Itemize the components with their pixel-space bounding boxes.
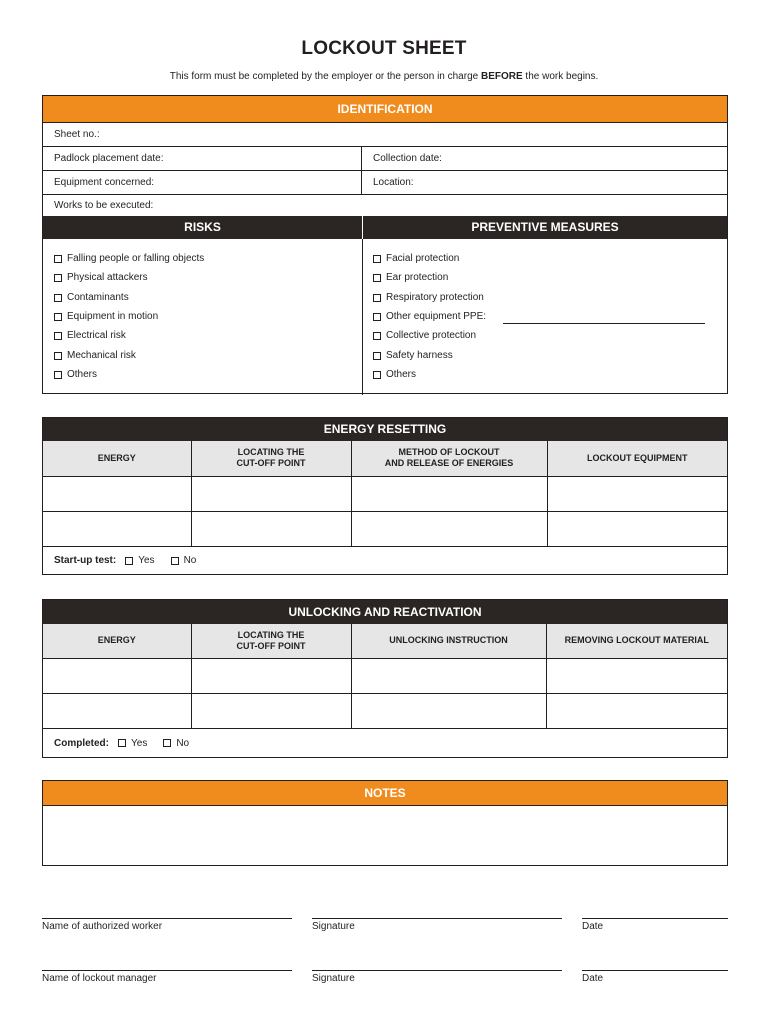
completed-no-option[interactable] xyxy=(163,738,189,749)
table-cell[interactable] xyxy=(351,693,546,728)
energy-resetting-section xyxy=(42,417,728,575)
col-unlocking-instruction: UNLOCKING INSTRUCTION xyxy=(351,624,546,658)
risk-item-label: Mechanical risk xyxy=(67,350,136,361)
col-cutoff-line2: CUT-OFF POINT xyxy=(236,640,306,651)
signature-label: Signature xyxy=(312,973,355,984)
risk-item-label: Equipment in motion xyxy=(67,311,159,322)
preventive-item[interactable] xyxy=(373,330,476,341)
table-cell[interactable] xyxy=(351,658,546,693)
preventive-item-label: Collective protection xyxy=(386,330,477,341)
checkbox[interactable] xyxy=(373,371,381,379)
location-label: Location: xyxy=(373,177,414,188)
collection-date-label: Collection date: xyxy=(373,153,442,164)
works-row xyxy=(43,194,727,216)
col-cutoff-line1: LOCATING THE xyxy=(237,447,305,458)
dates-row xyxy=(43,146,727,170)
signature-line[interactable] xyxy=(312,970,562,971)
col-energy: ENERGY xyxy=(43,441,191,476)
lockout-manager-label: Name of lockout manager xyxy=(42,973,157,984)
table-cell[interactable] xyxy=(191,658,351,693)
preventive-item[interactable] xyxy=(373,350,453,361)
signature-line[interactable] xyxy=(42,918,292,919)
checkbox[interactable] xyxy=(118,739,126,747)
checkbox[interactable] xyxy=(373,255,381,263)
risks-body xyxy=(43,239,727,395)
page-subtitle xyxy=(0,71,768,82)
checkbox[interactable] xyxy=(373,274,381,282)
collection-date-field[interactable] xyxy=(362,147,442,170)
preventive-item-label: Others xyxy=(386,369,417,380)
identification-header: IDENTIFICATION xyxy=(43,96,727,122)
date-label: Date xyxy=(582,973,604,984)
risk-item-label: Contaminants xyxy=(67,292,129,303)
table-header-row xyxy=(43,624,727,658)
subtitle-bold: BEFORE xyxy=(480,71,523,82)
yes-label: Yes xyxy=(131,737,148,749)
unlocking-header: UNLOCKING AND REACTIVATION xyxy=(43,600,727,624)
sheet-no-field[interactable] xyxy=(43,123,727,146)
col-method-line2: AND RELEASE OF ENERGIES xyxy=(384,458,514,469)
checkbox[interactable] xyxy=(125,557,133,565)
signature-line[interactable] xyxy=(312,918,562,919)
energy-resetting-table xyxy=(43,441,727,547)
padlock-date-field[interactable] xyxy=(43,147,362,170)
col-cutoff xyxy=(191,441,351,476)
checkbox[interactable] xyxy=(171,557,179,565)
notes-area[interactable] xyxy=(43,805,727,866)
risk-item-label: Falling people or falling objects xyxy=(67,253,205,264)
unlocking-table xyxy=(43,624,727,729)
works-field[interactable] xyxy=(43,195,727,216)
col-energy: ENERGY xyxy=(43,624,191,658)
checkbox[interactable] xyxy=(373,332,381,340)
equipment-label: Equipment concerned: xyxy=(54,177,155,188)
table-cell[interactable] xyxy=(547,476,727,511)
padlock-date-label: Padlock placement date: xyxy=(54,153,164,164)
startup-test-label: Start-up test: xyxy=(54,555,117,566)
preventive-item-label: Safety harness xyxy=(386,350,453,361)
table-cell[interactable] xyxy=(43,476,191,511)
no-label: No xyxy=(176,737,190,749)
checkbox[interactable] xyxy=(373,352,381,360)
col-cutoff-line2: CUT-OFF POINT xyxy=(236,458,306,469)
table-cell[interactable] xyxy=(191,511,351,546)
checkbox[interactable] xyxy=(54,371,62,379)
completed-label: Completed: xyxy=(54,737,109,749)
subtitle-text-2: the work begins. xyxy=(522,71,599,82)
sheet-no-label: Sheet no.: xyxy=(54,129,100,140)
works-label: Works to be executed: xyxy=(54,200,154,211)
col-removing-material: REMOVING LOCKOUT MATERIAL xyxy=(546,624,727,658)
identification-section xyxy=(42,95,728,394)
energy-resetting-header: ENERGY RESETTING xyxy=(43,418,727,441)
table-row xyxy=(43,658,727,693)
notes-section xyxy=(42,780,728,866)
checkbox[interactable] xyxy=(163,739,171,747)
table-cell[interactable] xyxy=(43,511,191,546)
risks-header-row xyxy=(43,216,727,239)
location-field[interactable] xyxy=(362,171,414,194)
startup-no-option[interactable] xyxy=(171,555,197,566)
no-label: No xyxy=(183,555,197,566)
preventive-item-label: Facial protection xyxy=(386,253,460,264)
col-cutoff-line1: LOCATING THE xyxy=(237,629,305,640)
unlocking-section xyxy=(42,599,728,758)
other-ppe-line[interactable] xyxy=(503,323,705,324)
notes-header: NOTES xyxy=(43,781,727,805)
preventive-item-label: Respiratory protection xyxy=(386,292,484,303)
table-row xyxy=(43,693,727,728)
signature-line[interactable] xyxy=(42,970,292,971)
equipment-row xyxy=(43,170,727,194)
table-row xyxy=(43,476,727,511)
risk-item[interactable] xyxy=(54,253,204,264)
signature-label: Signature xyxy=(312,921,355,932)
preventive-item[interactable] xyxy=(373,369,416,380)
table-cell[interactable] xyxy=(43,693,191,728)
table-cell[interactable] xyxy=(546,658,727,693)
risk-item-label: Others xyxy=(67,369,98,380)
preventive-item-label: Ear protection xyxy=(386,272,449,283)
checkbox[interactable] xyxy=(54,332,62,340)
table-cell[interactable] xyxy=(191,476,351,511)
page-title: LOCKOUT SHEET xyxy=(301,38,467,59)
risk-item[interactable] xyxy=(54,369,97,380)
checkbox[interactable] xyxy=(54,294,62,302)
risks-divider xyxy=(362,239,363,395)
col-cutoff xyxy=(191,624,351,658)
checkbox[interactable] xyxy=(54,274,62,282)
risks-header: RISKS xyxy=(43,216,362,239)
completed-row xyxy=(43,729,727,758)
col-equipment: LOCKOUT EQUIPMENT xyxy=(547,441,727,476)
preventive-item-label: Other equipment PPE: xyxy=(386,311,487,322)
signature-line[interactable] xyxy=(582,970,728,971)
startup-yes-option[interactable] xyxy=(125,555,154,566)
checkbox[interactable] xyxy=(373,313,381,321)
checkbox[interactable] xyxy=(54,352,62,360)
table-cell[interactable] xyxy=(547,511,727,546)
preventive-item[interactable] xyxy=(373,272,448,283)
table-header-row xyxy=(43,441,727,476)
table-cell[interactable] xyxy=(43,658,191,693)
risk-item-label: Electrical risk xyxy=(67,330,126,341)
preventive-item[interactable] xyxy=(373,292,484,303)
equipment-field[interactable] xyxy=(43,171,362,194)
risk-item[interactable] xyxy=(54,272,148,283)
completed-yes-option[interactable] xyxy=(118,738,147,749)
table-cell[interactable] xyxy=(546,693,727,728)
startup-test-row xyxy=(43,547,727,575)
table-cell[interactable] xyxy=(191,693,351,728)
col-method xyxy=(351,441,547,476)
checkbox[interactable] xyxy=(54,255,62,263)
date-label: Date xyxy=(582,921,604,932)
risk-item[interactable] xyxy=(54,330,126,341)
checkbox[interactable] xyxy=(373,294,381,302)
table-cell[interactable] xyxy=(351,511,547,546)
preventive-item[interactable] xyxy=(373,253,459,264)
risk-item[interactable] xyxy=(54,350,136,361)
col-method-line1: METHOD OF LOCKOUT xyxy=(398,447,500,458)
risk-item[interactable] xyxy=(54,311,158,322)
table-row xyxy=(43,511,727,546)
risk-item-label: Physical attackers xyxy=(67,272,148,283)
yes-label: Yes xyxy=(138,555,155,566)
signature-line[interactable] xyxy=(582,918,728,919)
subtitle-text-1: This form must be completed by the employer or the person in charge xyxy=(169,71,481,82)
preventive-header: PREVENTIVE MEASURES xyxy=(362,216,727,239)
risk-item[interactable] xyxy=(54,292,129,303)
sheet-no-row xyxy=(43,122,727,146)
preventive-item[interactable] xyxy=(373,311,486,322)
authorized-worker-label: Name of authorized worker xyxy=(42,921,163,932)
checkbox[interactable] xyxy=(54,313,62,321)
table-cell[interactable] xyxy=(351,476,547,511)
